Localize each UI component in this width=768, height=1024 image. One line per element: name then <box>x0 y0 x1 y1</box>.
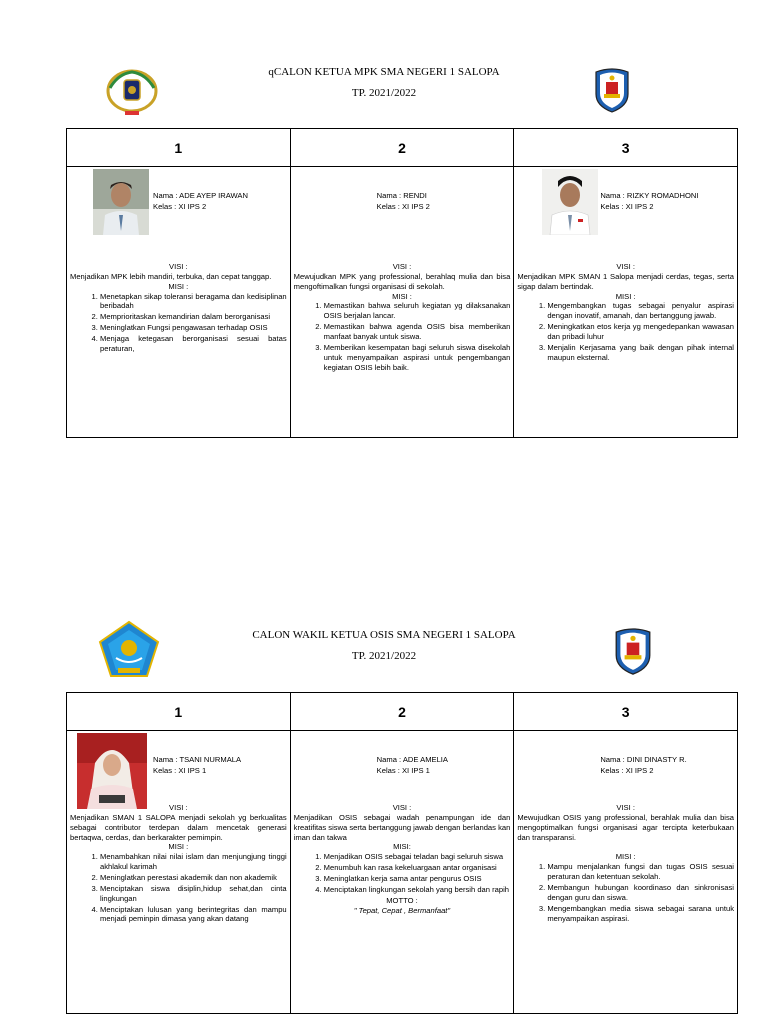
misi-item: 3. Memberikan kesempatan bagi seluruh siswa disekolah untuk menyampaikan aspirasi untuk pengembangan kegiatan OSIS lebih baik. <box>324 343 511 373</box>
candidate-number: 1 <box>67 693 291 731</box>
misi-item: 2. Meningkatkan etos kerja yg mengedepankan wawasan dan pribadi luhur <box>547 322 734 342</box>
motto-label: MOTTO : <box>386 895 418 905</box>
candidate-class: Kelas : XI IPS 2 <box>600 765 654 775</box>
candidate-info <box>153 191 248 212</box>
candidate-info <box>377 191 430 212</box>
candidate-cell <box>67 167 291 438</box>
candidate-class: Kelas : XI IPS 1 <box>376 765 430 775</box>
misi-list <box>294 301 511 372</box>
page-subtitle: TP. 2021/2022 <box>351 87 417 99</box>
candidate-table <box>66 128 738 438</box>
misi-list <box>517 862 734 923</box>
misi-item: 1. Memastikan bahwa seluruh kegiatan yg dilaksanakan OSIS berjalan lancar. <box>324 301 511 321</box>
visi-label: VISI : <box>392 803 412 812</box>
candidate-number: 3 <box>514 129 738 167</box>
visi-label: VISI : <box>392 262 412 271</box>
misi-item: 2. Memastikan bahwa agenda OSIS bisa memberikan manfaat banyak untuk siswa. <box>324 322 511 342</box>
candidate-number: 2 <box>290 129 514 167</box>
misi-item: 3. Menciptakan siswa disiplin,hidup sehat,dan cinta lingkungan <box>100 884 287 904</box>
misi-item: 2. Membangun hubungan koordinaso dan sinkronisasi dengan guru dan siswa. <box>547 883 734 903</box>
misi-item: 3. Meninglatkan kerja sama antar pengurus OSIS <box>324 874 511 884</box>
misi-item: 4. Menciptakan lingkungan sekolah yang bersih dan rapih <box>324 885 511 895</box>
misi-item: 3. Meninglatkan Fungsi pengawasan terhadap OSIS <box>100 323 287 333</box>
misi-item: 4. Menjaga ketegasan berorganisasi sesuai batas peraturan, <box>100 334 287 354</box>
misi-label: MISI : <box>615 291 636 301</box>
visi-text: Menjadikan OSIS sebagai wadah penampungan ide dan kreatifitas siswa serta bertanggung jawab dengan berlandas kan iman dan takwa <box>293 812 511 842</box>
misi-item: 2. Menumbuh kan rasa kekeluargaan antar organisasi <box>324 863 511 873</box>
candidate-cell <box>290 167 514 438</box>
candidate-class: Kelas : XI IPS 2 <box>376 201 430 211</box>
candidate-class: Kelas : XI IPS 1 <box>153 765 207 775</box>
visi-text: Mewujudkan OSIS yang professional, berahlak mulia dan bisa mengoptimalkan fungsi organisasi agar tercipta keterbukaan dan transparansi. <box>517 812 734 842</box>
visi-text: Menjadikan MPK SMAN 1 Salopa menjadi cerdas, tegas, serta sigap dalam bertindak. <box>517 271 734 291</box>
misi-label: MISI : <box>392 291 412 301</box>
visi-label: VISI : <box>616 262 635 271</box>
candidate-name: Nama : RIZKY ROMADHONI <box>600 191 699 200</box>
misi-label: MISI: <box>393 842 411 852</box>
candidate-name: Nama : ADE AMELIA <box>376 755 448 764</box>
misi-list <box>70 852 287 924</box>
candidate-photo <box>542 169 598 235</box>
misi-item: 2. Meninglatkan perestasi akademik dan non akademik <box>100 873 287 883</box>
misi-item: 2. Memprioritaskan kemandirian dalam berorganisasi <box>100 312 287 322</box>
visi-text: Mewujudkan MPK yang professional, berahlaq mulia dan bisa mengoftimalkan fungsi organisasi di sekolah. <box>293 271 511 291</box>
page-title: qCALON KETUA MPK SMA NEGERI 1 SALOPA <box>268 66 500 78</box>
visi-text: Menjadikan SMAN 1 SALOPA menjadi sekolah yg berkualitas sebagai contributor terdepan dalam mencetak generasi bertaqwa, cerdas, dan berkarakter pemimpin. <box>70 812 287 842</box>
candidate-name: Nama : ADE AYEP IRAWAN <box>153 191 248 200</box>
candidate-number: 2 <box>290 693 514 731</box>
candidate-name: Nama : RENDI <box>376 191 427 200</box>
candidate-name: Nama : TSANI NURMALA <box>153 755 242 764</box>
candidate-info <box>153 755 241 776</box>
candidate-info <box>600 755 686 776</box>
school-shield-icon <box>592 66 632 114</box>
candidate-cell <box>290 731 514 1014</box>
misi-label: MISI : <box>168 281 189 291</box>
candidate-number: 1 <box>67 129 291 167</box>
candidate-number: 3 <box>514 693 738 731</box>
misi-label: MISI : <box>615 852 636 862</box>
candidate-cell <box>514 731 738 1014</box>
misi-item: 1. Mengembangkan tugas sebagai penyalur aspirasi dengan inovatif, amanah, dan bertanggung jawab. <box>547 301 734 321</box>
candidate-name: Nama : DINI DINASTY R. <box>600 755 687 764</box>
school-shield-icon <box>612 624 654 678</box>
misi-item: 1. Menetapkan sikap toleransi beragama dan kedisiplinan beribadah <box>100 292 287 312</box>
candidate-photo <box>93 169 149 235</box>
candidate-photo <box>77 733 147 809</box>
misi-item: 1. Menjadikan OSIS sebagai teladan bagi seluruh siswa <box>324 852 511 862</box>
candidate-class: Kelas : XI IPS 2 <box>153 201 207 211</box>
misi-list <box>517 301 734 362</box>
misi-list <box>70 292 287 354</box>
misi-item: 3. Mengembangkan media siswa sebagai sarana untuk menyampaikan aspirasi. <box>547 904 734 924</box>
visi-label: VISI : <box>616 803 635 812</box>
misi-item: 4. Menciptakan lulusan yang berintegritas dan mampu menjadi peminpin dimasa yang akan datang <box>100 905 287 925</box>
section-wakil-ketua-osis <box>0 600 768 1024</box>
misi-label: MISI : <box>168 842 189 852</box>
visi-label: VISI : <box>169 262 188 271</box>
candidate-cell <box>514 167 738 438</box>
candidate-cell <box>67 731 291 1014</box>
candidate-info <box>377 755 448 776</box>
misi-item: 1. Mampu menjalankan fungsi dan tugas OSIS sesuai peraturan dan ketentuan sekolah. <box>547 862 734 882</box>
misi-item: 3. Menjalin Kerjasama yang baik dengan pihak internal maupun eksternal. <box>547 343 734 363</box>
visi-text: Menjadikan MPK lebih mandiri, terbuka, dan cepat tanggap. <box>70 271 272 281</box>
visi-label: VISI : <box>169 803 188 812</box>
misi-item: 1. Menambahkan nilai nilai islam dan menjungjung tinggi akhlakul karimah <box>100 852 287 872</box>
misi-list <box>294 852 511 894</box>
page-subtitle: TP. 2021/2022 <box>351 650 417 662</box>
page-title: CALON WAKIL KETUA OSIS SMA NEGERI 1 SALOPA <box>252 629 516 641</box>
candidate-info <box>600 191 698 212</box>
motto-text: " Tepat, Cepat , Bermanfaat" <box>353 905 451 915</box>
candidate-class: Kelas : XI IPS 2 <box>600 201 654 211</box>
section-ketua-mpk <box>0 0 768 460</box>
candidate-table <box>66 692 738 1014</box>
